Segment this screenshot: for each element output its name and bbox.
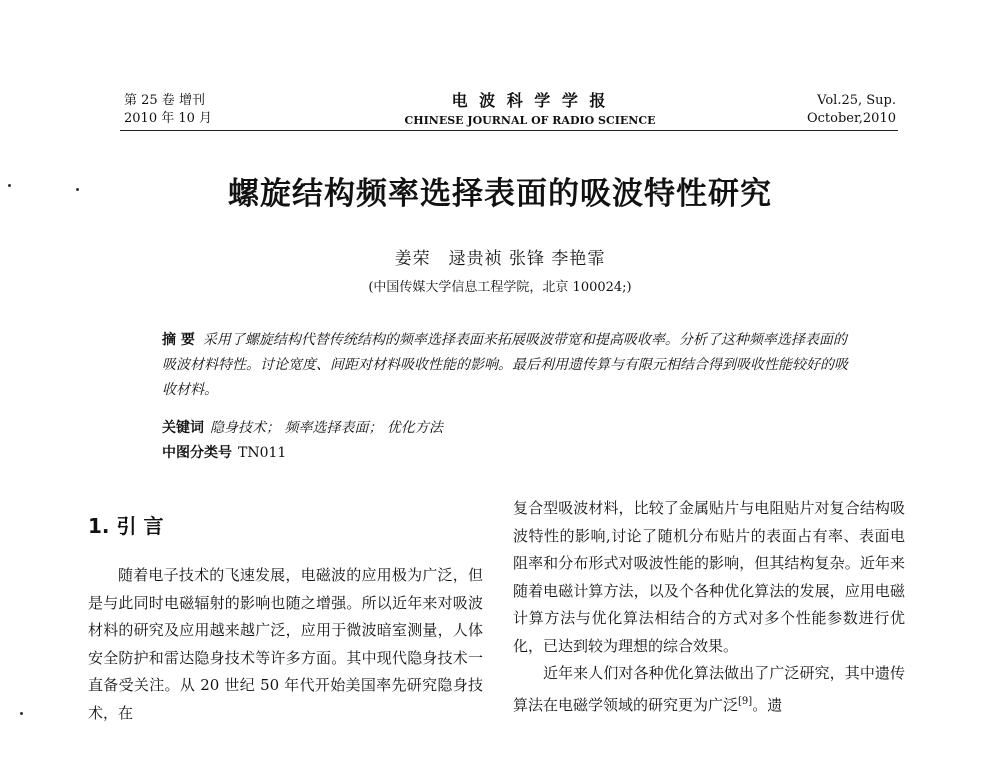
scan-speck <box>20 712 23 715</box>
keywords-label: 关键词 <box>162 420 204 436</box>
body-paragraph-right-2 <box>513 660 905 719</box>
clc-code: TN011 <box>238 445 287 461</box>
paper-affiliation: (中国传媒大学信息工程学院，北京 100024;) <box>368 280 632 295</box>
issue-date-en: October,2010 <box>806 111 896 126</box>
abstract-label: 摘 要 <box>162 332 195 348</box>
body-column-right <box>513 495 905 719</box>
clc-line <box>162 441 852 466</box>
journal-name-en: CHINESE JOURNAL OF RADIO SCIENCE <box>404 114 656 127</box>
body-paragraph-left: 随着电子技术的飞速发展，电磁波的应用极为广泛，但是与此同时电磁辐射的影响也随之增强。所以近年来对吸波材料的研究及应用越来越广泛，应用于微波暗室测量，人体安全防护和雷达隐身技术等许多方面。其中现代隐身技术一直备受关注。从 20 世纪 50 年代开始美国率先研究隐身技术，在 <box>88 566 483 722</box>
header-volume-info <box>124 92 324 128</box>
citation-ref: [9] <box>738 695 753 707</box>
keywords-text: 隐身技术； 频率选择表面； 优化方法 <box>210 420 443 436</box>
paper-title: 螺旋结构频率选择表面的吸波特性研究 <box>228 176 772 212</box>
abstract-text: 采用了螺旋结构代替传统结构的频率选择表面来拓展吸波带宽和提高吸收率。分析了这种频率选择表面的吸波材料特性。讨论宽度、间距对材料吸收性能的影响。最后利用遗传算与有限元相结合得到吸收性能较好的吸收材料。 <box>162 332 848 398</box>
volume-label: 第 25 卷 增刊 <box>124 93 205 108</box>
keywords-block <box>162 416 852 466</box>
clc-label: 中图分类号 <box>162 445 232 461</box>
abstract <box>162 328 852 403</box>
body-paragraph-right-2-text: 近年来人们对各种优化算法做出了广泛研究，其中遗传算法在电磁学领域的研究更为广泛 <box>513 664 905 714</box>
journal-name-cn: 电 波 科 学 学 报 <box>451 91 609 110</box>
paper-authors: 姜荣 逯贵祯 张锋 李艳霏 <box>394 249 606 269</box>
header-volume-info-en <box>696 92 896 128</box>
section-heading: 1. 引 言 <box>88 514 164 538</box>
header-rule <box>120 130 898 131</box>
body-paragraph-right-2-tail: 。遗 <box>752 695 783 714</box>
body-paragraph-right-1: 复合型吸波材料，比较了金属贴片与电阻贴片对复合结构吸波特性的影响,讨论了随机分布贴片的表面占有率、表面电阻率和分布形式对吸波性能的影响，但其结构复杂。近年来随着电磁计算方法，以及个各种优化算法的发展，应用电磁计算方法与优化算法相结合的方式对多个性能参数进行优化，已达到较为理想的综合效果。 <box>513 499 905 655</box>
volume-label-en: Vol.25, Sup. <box>817 93 896 108</box>
issue-date: 2010 年 10 月 <box>124 111 213 126</box>
journal-name <box>380 90 680 130</box>
keywords-line <box>162 416 852 441</box>
